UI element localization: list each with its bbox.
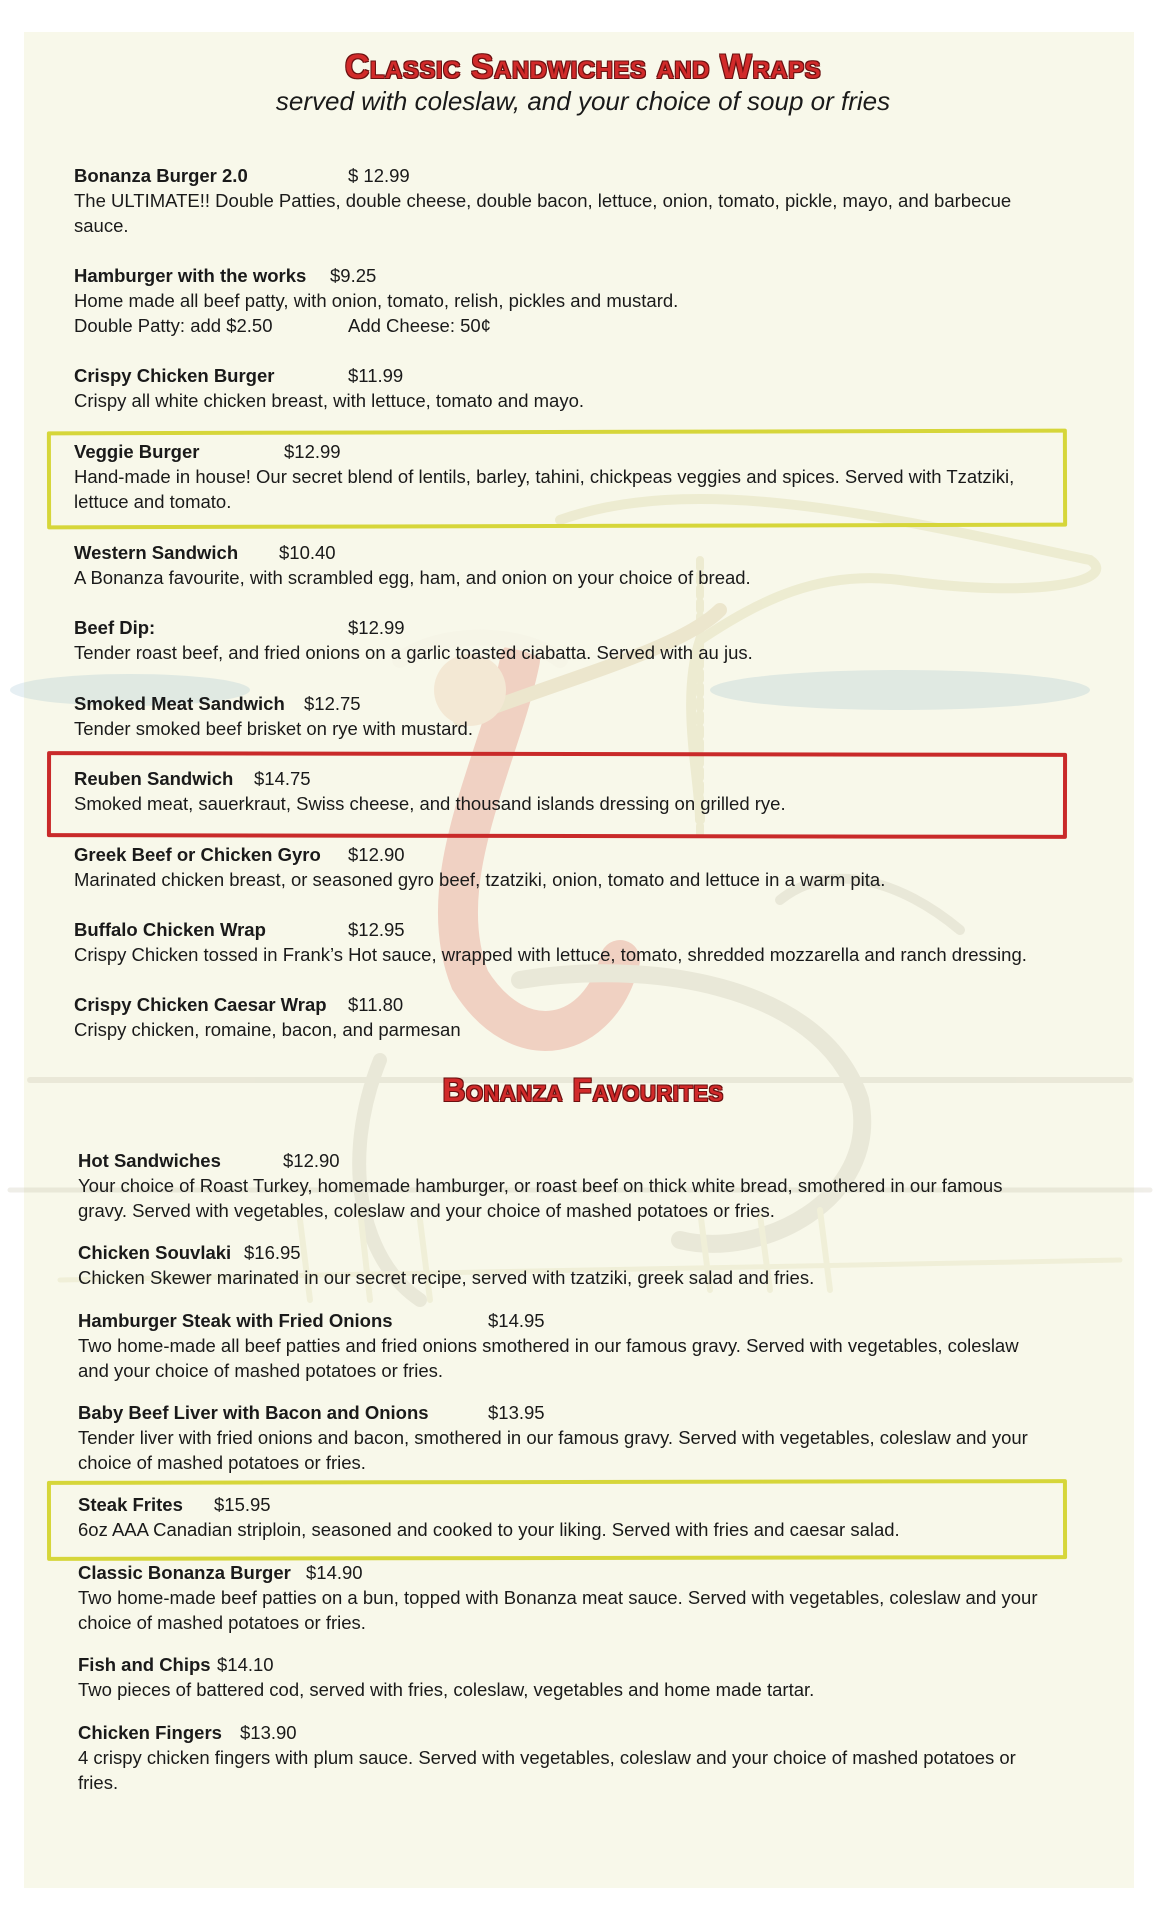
item-name: Western Sandwich [74,542,239,563]
item-name: Bonanza Burger 2.0 [74,165,248,186]
item-description: Crispy Chicken tossed in Frank’s Hot sauce, wrapped with lettuce, tomato, shredded mozzarella and ranch dressing. [74,944,1027,965]
item-description: Your choice of Roast Turkey, homemade hamburger, or roast beef on thick white bread, smothered in our famous [78,1175,1003,1196]
item-price: $13.95 [488,1402,545,1423]
menu-item [78,1492,1098,1542]
item-name: Buffalo Chicken Wrap [74,919,266,940]
menu-item [78,1240,1098,1290]
item-description: Two home-made beef patties on a bun, topped with Bonanza meat sauce. Served with vegetables, coleslaw and your [78,1587,1038,1608]
item-name: Greek Beef or Chicken Gyro [74,844,321,865]
menu-item [74,766,1094,816]
item-name: Classic Bonanza Burger [78,1562,291,1583]
item-price: $12.99 [348,617,405,638]
item-price: $9.25 [330,265,377,286]
item-description: Smoked meat, sauerkraut, Swiss cheese, and thousand islands dressing on grilled rye. [74,793,786,814]
item-description: Home made all beef patty, with onion, tomato, relish, pickles and mustard. [74,290,679,311]
item-price: $12.95 [348,919,405,940]
menu-item [78,1560,1098,1635]
item-price: $10.40 [279,542,336,563]
item-addon: Double Patty: add $2.50 [74,315,273,336]
item-description: The ULTIMATE!! Double Patties, double cheese, double bacon, lettuce, onion, tomato, pickle, mayo, and barbecue [74,190,1012,211]
menu-item [74,363,1094,413]
item-name: Steak Frites [78,1494,183,1515]
item-price: $16.95 [244,1242,301,1263]
menu-item [74,615,1094,665]
menu-item [78,1652,1098,1702]
item-description: choice of mashed potatoes or fries. [78,1612,366,1633]
item-price: $11.99 [348,365,404,386]
item-name: Crispy Chicken Caesar Wrap [74,994,327,1015]
item-name: Hot Sandwiches [78,1150,221,1171]
item-name: Smoked Meat Sandwich [74,693,285,714]
menu-item [74,163,1094,238]
item-description: Two home-made all beef patties and fried onions smothered in our famous gravy. Served with vegetables, coleslaw [78,1335,1019,1356]
menu-item [74,439,1094,514]
item-description: Crispy all white chicken breast, with lettuce, tomato and mayo. [74,390,585,411]
menu-item [74,540,1094,590]
item-name: Fish and Chips [78,1654,211,1675]
item-description: 6oz AAA Canadian striploin, seasoned and cooked to your liking. Served with fries and caesar salad. [78,1519,900,1540]
item-description: Tender roast beef, and fried onions on a garlic toasted ciabatta. Served with au jus. [74,642,753,663]
menu-item [78,1148,1098,1223]
menu-item [78,1720,1098,1795]
item-name: Beef Dip: [74,617,156,638]
item-description: Marinated chicken breast, or seasoned gyro beef, tzatziki, onion, tomato and lettuce in a warm pita. [74,869,886,890]
item-price: $12.75 [304,693,361,714]
menu-item [74,992,1094,1042]
item-description: Crispy chicken, romaine, bacon, and parmesan [74,1019,461,1040]
item-name: Crispy Chicken Burger [74,365,275,386]
item-description: Two pieces of battered cod, served with fries, coleslaw, vegetables and home made tartar. [78,1679,815,1700]
menu-item [74,263,1094,338]
item-description: Hand-made in house! Our secret blend of lentils, barley, tahini, chickpeas veggies and spices. Served with Tzatziki, [74,466,1015,487]
item-price: $14.90 [306,1562,363,1583]
section-title-bonanza-favourites: Bonanza Favourites [442,1072,724,1108]
item-price: $15.95 [214,1494,271,1515]
item-price: $14.10 [217,1654,274,1675]
item-price: $12.90 [348,844,405,865]
item-addon: Add Cheese: 50¢ [348,315,491,336]
item-description: choice of mashed potatoes or fries. [78,1452,366,1473]
item-price: $12.90 [283,1150,340,1171]
item-description: lettuce and tomato. [74,491,232,512]
menu-item [74,691,1094,741]
item-price: $14.75 [254,768,311,789]
item-description: sauce. [74,215,129,236]
item-price: $14.95 [488,1310,545,1331]
item-name: Chicken Souvlaki [78,1242,232,1263]
item-name: Baby Beef Liver with Bacon and Onions [78,1402,429,1423]
item-name: Chicken Fingers [78,1722,222,1743]
item-name: Hamburger with the works [74,265,307,286]
section-subtitle: served with coleslaw, and your choice of soup or fries [275,86,891,116]
item-name: Reuben Sandwich [74,768,234,789]
item-name: Hamburger Steak with Fried Onions [78,1310,393,1331]
item-description: Tender liver with fried onions and bacon, smothered in our famous gravy. Served with vegetables, coleslaw and your [78,1427,1028,1448]
item-description: fries. [78,1772,119,1793]
menu-item [74,842,1094,892]
item-description: A Bonanza favourite, with scrambled egg, ham, and onion on your choice of bread. [74,567,751,588]
item-price: $12.99 [284,441,341,462]
item-description: and your choice of mashed potatoes or fries. [78,1360,444,1381]
section-title-classic-sandwiches: Classic Sandwiches and Wraps [344,48,822,86]
menu-item [78,1400,1098,1475]
menu-item [74,917,1094,967]
item-description: gravy. Served with vegetables, coleslaw and your choice of mashed potatoes or fries. [78,1200,775,1221]
item-price: $13.90 [240,1722,297,1743]
menu-item [78,1308,1098,1383]
item-price: $ 12.99 [348,165,410,186]
item-name: Veggie Burger [74,441,200,462]
item-description: 4 crispy chicken fingers with plum sauce. Served with vegetables, coleslaw and your choice of mashed potatoes or [78,1747,1016,1768]
item-description: Tender smoked beef brisket on rye with mustard. [74,718,473,739]
item-description: Chicken Skewer marinated in our secret recipe, served with tzatziki, greek salad and fries. [78,1267,815,1288]
item-price: $11.80 [348,994,404,1015]
